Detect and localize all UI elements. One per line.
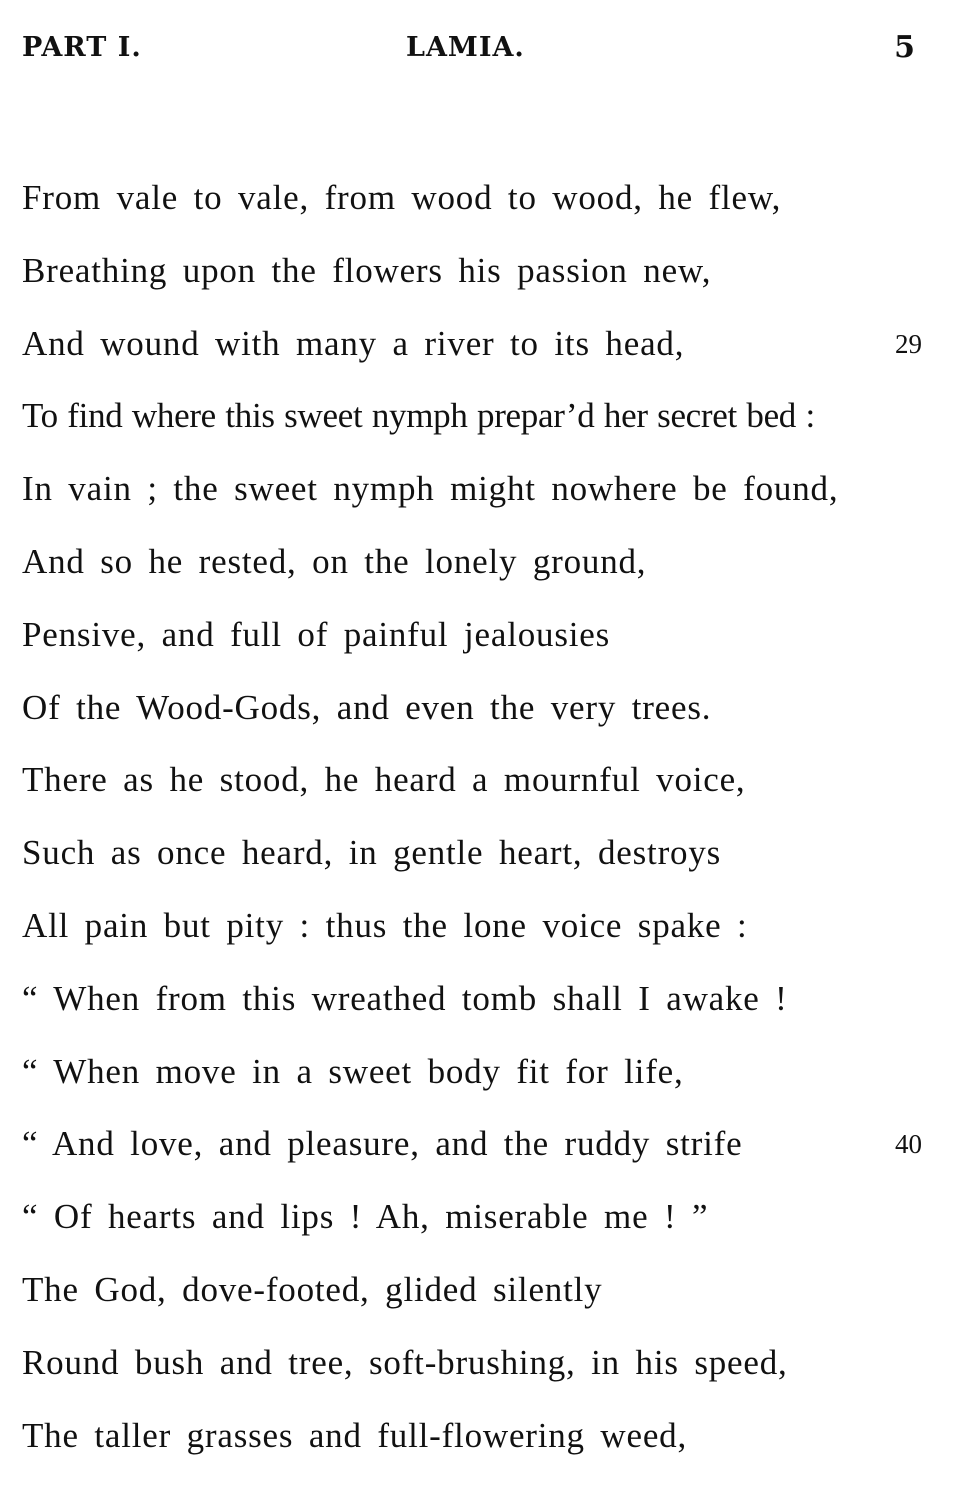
verse-line: [22, 1254, 922, 1327]
verse-line: [22, 1036, 922, 1109]
verse-line-text: Breathing upon the flowers his passion new,: [22, 250, 712, 290]
verse-line-text: The taller grasses and full-flowering weed,: [22, 1415, 688, 1455]
verse-line: [22, 453, 922, 526]
verse-line: [22, 599, 922, 672]
verse-line-text: The God, dove-footed, glided silently: [22, 1269, 603, 1309]
verse-line-text: “ When move in a sweet body fit for life,: [22, 1051, 684, 1091]
verse-line: [22, 526, 922, 599]
verse-line: [22, 1327, 922, 1400]
verse-line: [22, 308, 922, 381]
page-number: 5: [894, 30, 916, 65]
verse-line-text: Such as once heard, in gentle heart, destroys: [22, 833, 722, 873]
verse-line-text: All pain but pity : thus the lone voice spake :: [22, 905, 748, 945]
verse-line-text: Pensive, and full of painful jealousies: [22, 614, 611, 654]
verse-line-text: From vale to vale, from wood to wood, he flew,: [22, 178, 782, 217]
running-head: [22, 32, 916, 72]
verse-line: [22, 744, 922, 817]
verse-line: [22, 380, 922, 453]
verse-line-text: And wound with many a river to its head,: [22, 323, 685, 363]
verse-line-text: Of the Wood-Gods, and even the very trees.: [22, 687, 712, 727]
verse-line-text: And so he rested, on the lonely ground,: [22, 541, 647, 581]
verse-line-text: There as he stood, he heard a mournful voice,: [22, 760, 746, 800]
verse-line: [22, 1181, 922, 1254]
verse-line: [22, 817, 922, 890]
line-number: 40: [895, 1129, 922, 1160]
verse-line-text: “ When from this wreathed tomb shall I awake !: [22, 978, 788, 1018]
line-number: 29: [895, 328, 922, 359]
verse-line-text: In vain ; the sweet nymph might nowhere be found,: [22, 469, 839, 509]
verse-block: [22, 162, 922, 1472]
verse-line-text: “ And love, and pleasure, and the ruddy strife: [22, 1124, 743, 1164]
verse-line-text: To find where this sweet nymph prepar’d her secret bed :: [22, 396, 815, 436]
verse-line: [22, 162, 922, 235]
poem-title: LAMIA.: [406, 32, 525, 63]
verse-line: [22, 963, 922, 1036]
verse-line: [22, 672, 922, 745]
part-label: PART I.: [22, 32, 142, 63]
verse-line: [22, 235, 922, 308]
verse-line: [22, 1108, 922, 1181]
verse-line-text: Round bush and tree, soft-brushing, in his speed,: [22, 1342, 788, 1382]
verse-line: [22, 1400, 922, 1473]
verse-line-text: “ Of hearts and lips ! Ah, miserable me ! ”: [22, 1197, 709, 1237]
verse-line: [22, 890, 922, 963]
